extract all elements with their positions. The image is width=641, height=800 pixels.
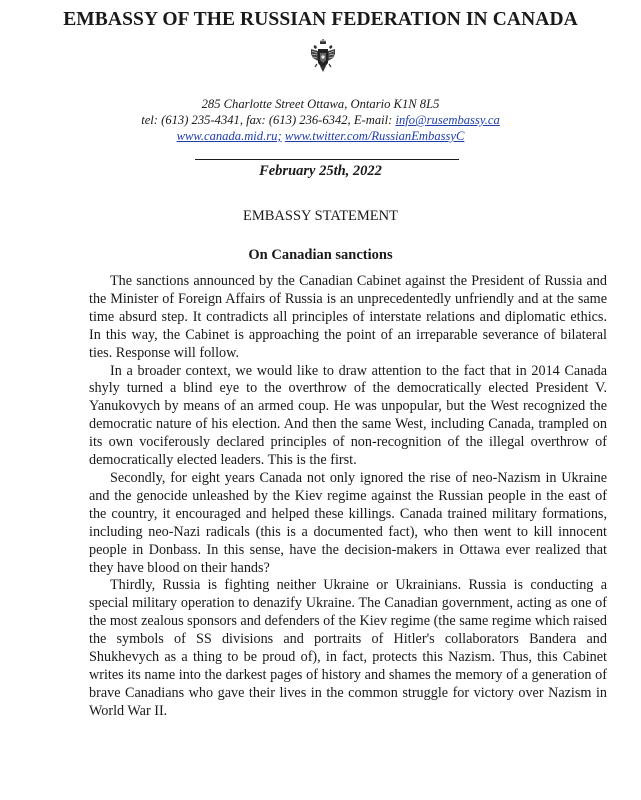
address-block (0, 96, 641, 144)
statement-date: February 25th, 2022 (259, 163, 382, 179)
twitter-link[interactable]: www.twitter.com/RussianEmbassyC (284, 129, 465, 143)
paragraph: In a broader context, we would like to draw attention to the fact that in 2014 Canada shyly turned a blind eye to the overthrow of the democratically elected President V. Yanukovych by means of an armed coup. He was unpopular, but the West recognized the democratic nature of his election. And then the same West, including Canada, trampled on its own vociferously declared principles of non-recognition of the illegal overthrow of democratically elected leaders. This is the first. (89, 362, 607, 469)
contact-line (0, 112, 641, 128)
email-link[interactable]: info@rusembassy.ca (395, 113, 500, 127)
address-line: 285 Charlotte Street Ottawa, Ontario K1N 8L5 (201, 97, 440, 111)
paragraph: Secondly, for eight years Canada not only ignored the rise of neo-Nazism in Ukraine and the genocide unleashed by the Kiev regime against the Russian people in the east of the country, it encouraged and helped these killings. Canada trained military formations, including neo-Nazi radicals (this is a documented fact), who then went to kill innocent people in Donbass. In this sense, have the decision-makers in Ottawa ever realized that they have blood on their hands? (89, 469, 607, 576)
statement-subtitle: On Canadian sanctions (248, 247, 393, 263)
statement-body (89, 273, 607, 721)
statement-title: EMBASSY STATEMENT (243, 208, 398, 224)
web-line (0, 128, 641, 144)
paragraph: Thirdly, Russia is fighting neither Ukraine or Ukrainians. Russia is conducting a special military operation to denazify Ukraine. The Canadian government, acting as one of the most zealous sponsors and defenders of the Kiev regime (the same regime which raised the symbols of SS divisions and portraits of Hitler's collaborators Bandera and Shukhevych as a thing to be proud of), in fact, protects this Nazism. Thus, this Cabinet writes its name into the darkest pages of history and shames the memory of a generation of brave Canadians who gave their lives in the common struggle for victory over Nazism in World War II. (89, 577, 607, 719)
header-divider (195, 159, 459, 160)
contact-text: tel: (613) 235-4341, fax: (613) 236-6342, E-mail: (141, 113, 396, 127)
paragraph: The sanctions announced by the Canadian Cabinet against the President of Russia and the Minister of Foreign Affairs of Russia is an unprecedentedly unfriendly and at the same time absurd step. It contradicts all principles of interstate relations and diplomatic ethics. In this way, the Cabinet is approaching the point of an irreparable severance of bilateral ties. Response will follow. (89, 273, 607, 361)
letterhead-title: EMBASSY OF THE RUSSIAN FEDERATION IN CANADA (63, 9, 578, 30)
double-headed-eagle-icon (310, 39, 336, 73)
website-link[interactable]: www.canada.mid.ru; (176, 129, 282, 143)
